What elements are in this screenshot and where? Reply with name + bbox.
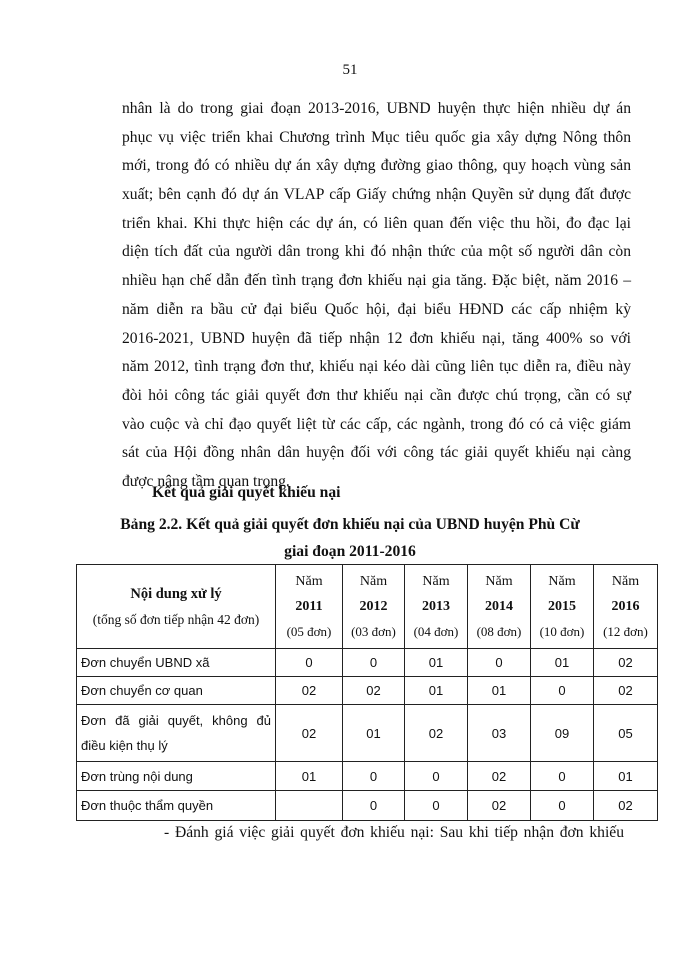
year-count: (10 đơn) [539,624,585,639]
table-row [77,677,658,705]
header-content-note: (tổng số đơn tiếp nhận 42 đơn) [92,611,260,627]
table-cell: 05 [594,705,658,762]
header-year-cell [531,565,594,649]
complaint-results-table [76,564,658,821]
year-label: Năm [548,574,576,589]
table-caption-line: giai đoạn 2011-2016 [284,543,416,560]
table-cell: 02 [343,677,405,705]
table-cell: 0 [343,649,405,677]
header-year-cell [405,565,468,649]
row-label: Đơn chuyển cơ quan [77,677,276,705]
table-cell: 01 [531,649,594,677]
year-count: (04 đơn) [413,624,459,639]
paragraph-line: 2016-2021, UBND huyện đã tiếp nhận 12 đơn khiếu nại, tăng 400% so với [122,329,631,347]
body-paragraph [122,95,631,497]
table-cell: 01 [594,762,658,791]
year-value: 2011 [295,599,323,614]
year-label: Năm [611,574,640,589]
year-label: Năm [422,574,450,589]
table-cell: 01 [343,705,405,762]
closing-line: - Đánh giá việc giải quyết đơn khiếu nại: Sau khi tiếp nhận đơn khiếu [164,824,624,841]
year-count: (05 đơn) [286,624,332,639]
table-cell: 0 [276,649,343,677]
paragraph-line: diện tích đất của người dân trong khi đó nhận thức của một số người dân còn [122,243,631,261]
table-cell: 02 [468,791,531,821]
header-content-label: Nội dung xử lý [130,585,222,602]
table-cell: 02 [276,705,343,762]
row-label: Đơn thuộc thẩm quyền [77,791,276,821]
table-cell: 0 [343,762,405,791]
section-heading: Kết quả giải quyết khiếu nại [152,484,341,501]
table-cell: 03 [468,705,531,762]
paragraph-line: sát của Hội đồng nhân dân huyện đối với công tác giải quyết khiếu nại càng [122,444,631,462]
header-year-cell [468,565,531,649]
table-cell: 01 [405,649,468,677]
row-label: Đơn chuyển UBND xã [77,649,276,677]
table-caption [0,511,700,565]
table-cell: 0 [343,791,405,821]
header-year-cell [343,565,405,649]
table-cell: 0 [531,791,594,821]
header-year-cell [276,565,343,649]
year-value: 2012 [359,599,388,614]
table-header-row [77,565,658,649]
table-cell: 0 [405,762,468,791]
table-cell: 01 [468,677,531,705]
paragraph-line: năm 2012, tình trạng đơn thư, khiếu nại kéo dài cũng liên tục diễn ra, điều này [122,358,631,376]
paragraph-line: đòi hỏi công tác giải quyết đơn thư khiếu nại cần được chú trọng, cần có sự [122,386,631,404]
year-count: (03 đơn) [351,624,396,639]
table-cell: 01 [276,762,343,791]
table-row [77,649,658,677]
table-cell [276,791,343,821]
row-label-line: điều kiện thụ lý [81,738,168,753]
header-content-cell [77,565,276,649]
row-label-line: Đơn đã giải quyết, không đủ [81,713,271,728]
year-label: Năm [485,574,513,589]
year-value: 2014 [485,599,513,614]
paragraph-line: nhân là do trong giai đoạn 2013-2016, UBND huyện thực hiện nhiều dự án [122,100,631,117]
year-value: 2013 [422,599,450,614]
page-number: 51 [342,62,358,78]
table-cell: 02 [468,762,531,791]
paragraph-line: được nâng tầm quan trọng. [122,472,290,490]
year-count: (08 đơn) [476,624,522,639]
table-cell: 02 [594,649,658,677]
table-cell: 01 [405,677,468,705]
year-label: Năm [295,574,323,589]
table-row [77,762,658,791]
table-caption-line: Bảng 2.2. Kết quả giải quyết đơn khiếu nại của UBND huyện Phù Cừ [120,516,580,533]
row-label: Đơn trùng nội dung [77,762,276,791]
header-year-cell [594,565,658,649]
paragraph-line: vào cuộc và chỉ đạo quyết liệt từ các cấp, các ngành, trong đó có cả việc giám [122,415,631,433]
row-label [77,705,276,762]
table-row [77,705,658,762]
table-cell: 02 [594,677,658,705]
table-cell: 0 [531,677,594,705]
table-cell: 09 [531,705,594,762]
year-count: (12 đơn) [603,624,648,639]
paragraph-line: triển khai. Khi thực hiện các dự án, có liên quan đến việc thu hồi, đo đạc lại [122,214,631,232]
year-label: Năm [359,574,388,589]
table-cell: 0 [531,762,594,791]
paragraph-line: nhiều hạn chế dẫn đến tình trạng đơn khiếu nại gia tăng. Đặc biệt, năm 2016 – [122,272,631,290]
table-row [77,791,658,821]
paragraph-line: mới, trong đó có nhiều dự án xây dựng đường giao thông, quy hoạch vùng sản [122,157,631,175]
table-cell: 0 [468,649,531,677]
table-cell: 0 [405,791,468,821]
paragraph-line: xuất; bên cạnh đó dự án VLAP cấp Giấy chứng nhận Quyền sử dụng đất được [122,186,631,204]
paragraph-line: năm diễn ra bầu cử đại biểu Quốc hội, đại biểu HĐND các cấp nhiệm kỳ [122,300,631,318]
year-value: 2016 [611,599,640,614]
table-cell: 02 [405,705,468,762]
paragraph-line: phục vụ việc triển khai Chương trình Mục tiêu quốc gia xây dựng Nông thôn [122,128,631,146]
table-cell: 02 [594,791,658,821]
year-value: 2015 [548,599,576,614]
table-cell: 02 [276,677,343,705]
